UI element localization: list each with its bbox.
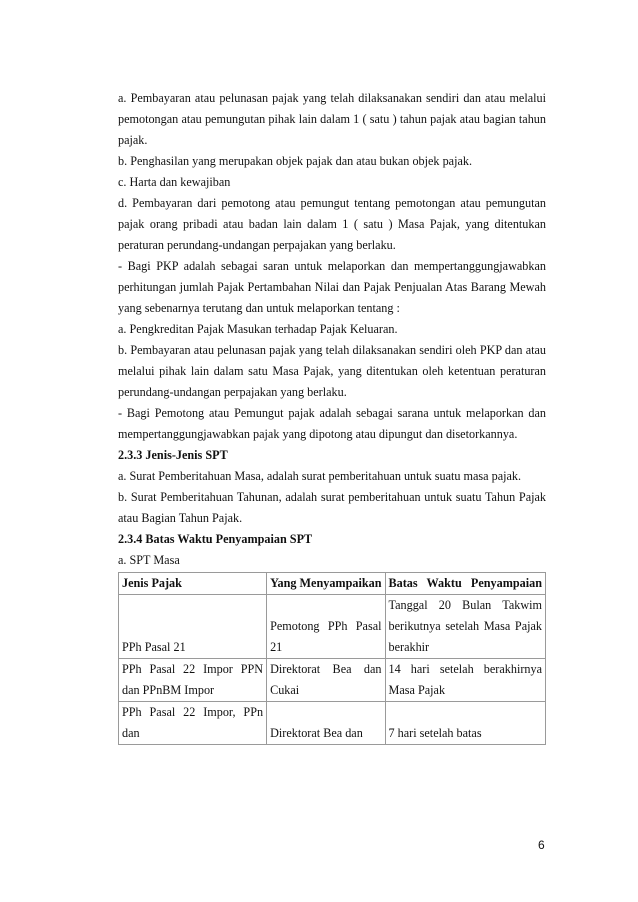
table-cell: PPh Pasal 22 Impor PPN dan PPnBM Impor [119, 659, 267, 702]
paragraph: a. Pembayaran atau pelunasan pajak yang telah dilaksanakan sendiri dan atau melalui pemotongan atau pemungutan pihak lain dalam 1 ( satu ) tahun pajak atau bagian tahun pajak. [118, 91, 546, 147]
section-heading: 2.3.3 Jenis-Jenis SPT [118, 448, 228, 462]
paragraph: - Bagi PKP adalah sebagai saran untuk melaporkan dan mempertanggungjawabkan perhitungan jumlah Pajak Pertambahan Nilai dan Pajak Penjualan Atas Barang Mewah yang sebenarnya terutang dan untuk melaporkan tentang : [118, 259, 546, 315]
paragraph: b. Penghasilan yang merupakan objek pajak dan atau bukan objek pajak. [118, 154, 473, 168]
paragraph: c. Harta dan kewajiban [118, 175, 231, 189]
table-row [119, 595, 546, 659]
section-heading: 2.3.4 Batas Waktu Penyampaian SPT [118, 532, 313, 546]
table-cell: Pemotong PPh Pasal 21 [267, 595, 385, 659]
spt-deadline-table [118, 572, 546, 745]
table-cell: Tanggal 20 Bulan Takwim berikutnya setelah Masa Pajak berakhir [385, 595, 545, 659]
page-number: 6 [538, 838, 545, 852]
table-header-row [119, 573, 546, 595]
column-header: Yang Menyampaikan [267, 573, 385, 595]
table-cell: Direktorat Bea dan [267, 702, 385, 745]
paragraph: a. SPT Masa [118, 553, 180, 567]
table-cell: Direktorat Bea dan Cukai [267, 659, 385, 702]
table-cell: 14 hari setelah berakhirnya Masa Pajak [385, 659, 545, 702]
table-row [119, 659, 546, 702]
paragraph: d. Pembayaran dari pemotong atau pemungut tentang pemotongan atau pemungutan pajak orang pribadi atau badan lain dalam 1 ( satu ) Masa Pajak, yang ditentukan peraturan perundang-undangan perpajakan yang berlaku. [118, 196, 546, 252]
paragraph: - Bagi Pemotong atau Pemungut pajak adalah sebagai sarana untuk melaporkan dan mempertanggungjawabkan pajak yang dipotong atau dipungut dan disetorkannya. [118, 406, 546, 441]
table-row [119, 702, 546, 745]
paragraph: b. Pembayaran atau pelunasan pajak yang telah dilaksanakan sendiri oleh PKP dan atau melalui pihak lain dalam satu Masa Pajak, yang ditentukan oleh ketentuan peraturan perundang-undangan perpajakan yang berlaku. [118, 343, 546, 399]
document-page [118, 88, 546, 745]
table-cell: PPh Pasal 22 Impor, PPn dan [119, 702, 267, 745]
column-header: Jenis Pajak [119, 573, 267, 595]
table-cell: PPh Pasal 21 [119, 595, 267, 659]
table-cell: 7 hari setelah batas [385, 702, 545, 745]
paragraph: a. Surat Pemberitahuan Masa, adalah surat pemberitahuan untuk suatu masa pajak. [118, 469, 522, 483]
column-header: Batas Waktu Penyampaian [385, 573, 545, 595]
paragraph: a. Pengkreditan Pajak Masukan terhadap Pajak Keluaran. [118, 322, 398, 336]
paragraph: b. Surat Pemberitahuan Tahunan, adalah surat pemberitahuan untuk suatu Tahun Pajak atau Bagian Tahun Pajak. [118, 490, 546, 525]
